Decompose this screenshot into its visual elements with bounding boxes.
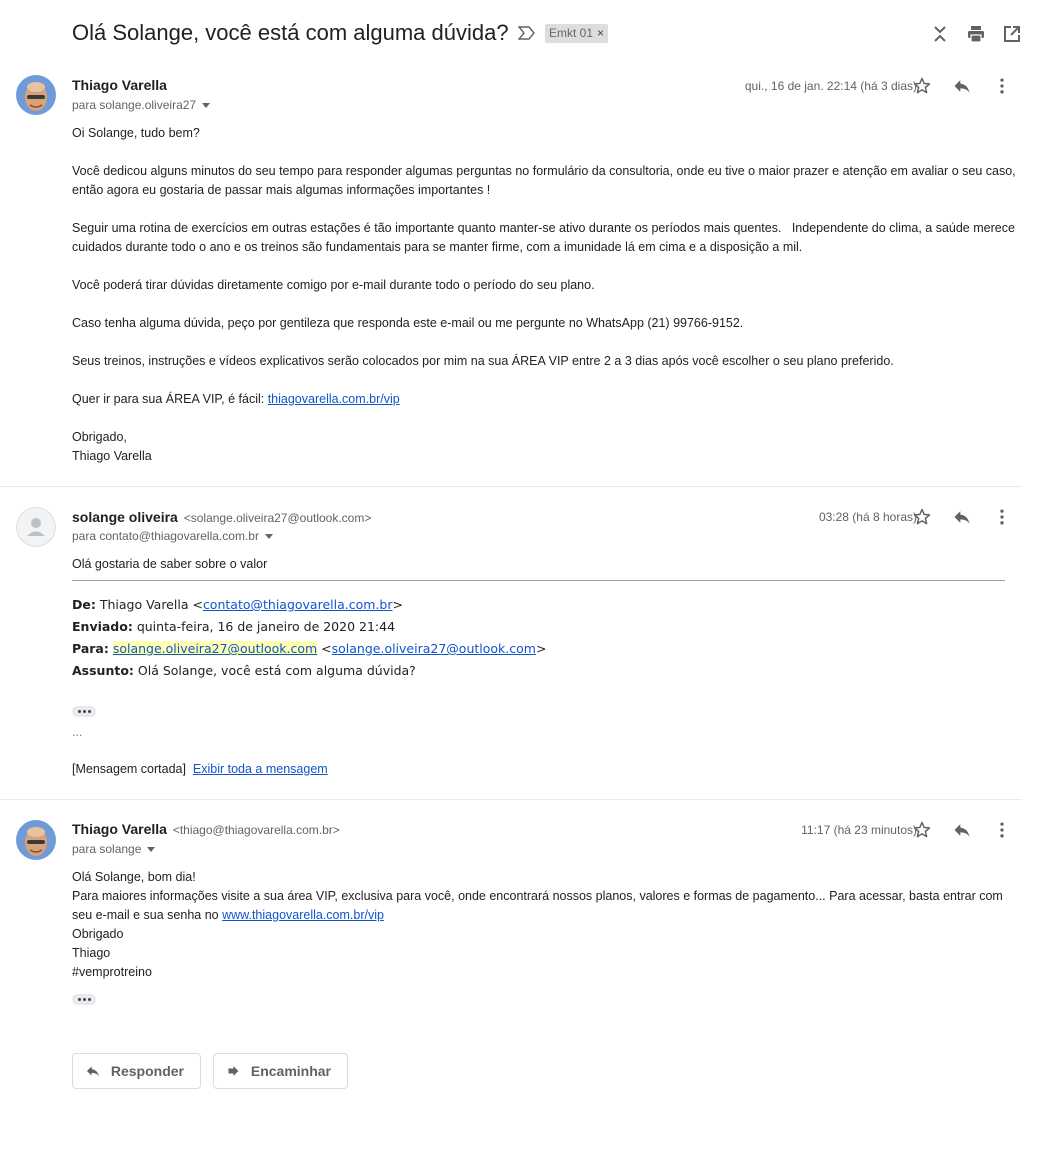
body-greeting: Oi Solange, tudo bem? bbox=[72, 126, 200, 140]
label-remove-icon[interactable]: × bbox=[597, 26, 605, 40]
star-button[interactable] bbox=[902, 818, 942, 842]
reply-all-button[interactable] bbox=[72, 1053, 201, 1089]
recipient-text: para solange.oliveira27 bbox=[72, 98, 197, 112]
quoted-from-end: > bbox=[392, 597, 403, 612]
thread-subject: Olá Solange, você está com alguma dúvida? bbox=[72, 20, 509, 45]
dot bbox=[78, 710, 81, 713]
dot bbox=[83, 998, 86, 1001]
dot bbox=[78, 998, 81, 1001]
quoted-divider bbox=[72, 580, 1005, 581]
forward-button-label: Encaminhar bbox=[250, 1063, 331, 1079]
star-button[interactable] bbox=[902, 505, 942, 529]
sender-avatar[interactable] bbox=[16, 507, 56, 547]
more-options-button[interactable] bbox=[982, 818, 1022, 842]
sender-avatar[interactable] bbox=[16, 75, 56, 115]
message-recipients[interactable] bbox=[72, 842, 155, 856]
quoted-to-mid: < bbox=[317, 641, 332, 656]
show-trimmed-content-button[interactable] bbox=[72, 706, 96, 717]
thread-toolbar bbox=[930, 24, 1022, 44]
quoted-to-label: Para: bbox=[72, 641, 109, 656]
message-sender bbox=[72, 821, 340, 837]
recipient-text: para contato@thiagovarella.com.br bbox=[72, 529, 259, 543]
sender-avatar[interactable] bbox=[16, 820, 56, 860]
forward-button[interactable] bbox=[213, 1053, 348, 1089]
body-paragraph bbox=[72, 390, 1022, 409]
quoted-from bbox=[72, 594, 403, 616]
dot bbox=[88, 998, 91, 1001]
quoted-sent-label: Enviado: bbox=[72, 619, 133, 634]
body-line: Obrigado bbox=[72, 927, 124, 941]
vip-link[interactable]: thiagovarella.com.br/vip bbox=[267, 392, 400, 406]
quoted-from-name: Thiago Varella < bbox=[95, 597, 203, 612]
quoted-to-link-2[interactable]: solange.oliveira27@outlook.com bbox=[331, 641, 536, 656]
body-paragraph: Você dedicou alguns minutos do seu tempo para responder algumas perguntas no formulário da consultoria, onde eu tive o maior prazer e atenção em avaliar o seu caso, então agora eu gostaria de passar mais algumas informações importantes ! bbox=[72, 164, 1016, 197]
sender-email: <thiago@thiagovarella.com.br> bbox=[172, 823, 340, 837]
vip-link[interactable]: www.thiagovarella.com.br/vip bbox=[222, 908, 384, 922]
body-signoff: Obrigado, bbox=[72, 430, 127, 444]
body-line: Thiago bbox=[72, 946, 111, 960]
message-recipients[interactable] bbox=[72, 529, 273, 543]
message-body bbox=[72, 124, 1022, 466]
quoted-from-label: De: bbox=[72, 597, 96, 612]
label-chip[interactable] bbox=[545, 24, 608, 43]
forward-icon bbox=[226, 1062, 241, 1080]
star-button[interactable] bbox=[902, 74, 942, 98]
quoted-sent-value: quinta-feira, 16 de janeiro de 2020 21:44 bbox=[132, 619, 396, 634]
print-icon[interactable] bbox=[966, 24, 986, 44]
star-icon bbox=[912, 820, 932, 840]
body-line bbox=[72, 887, 1022, 925]
message-recipients[interactable] bbox=[72, 98, 210, 112]
star-icon bbox=[912, 507, 932, 527]
quoted-from-link[interactable]: contato@thiagovarella.com.br bbox=[202, 597, 393, 612]
show-details-icon[interactable] bbox=[265, 534, 273, 539]
quoted-to bbox=[72, 638, 546, 660]
quoted-subject-label: Assunto: bbox=[72, 663, 134, 678]
show-details-icon[interactable] bbox=[147, 847, 155, 852]
message-date: 11:17 (há 23 minutos) bbox=[801, 823, 917, 837]
reply-button[interactable] bbox=[942, 74, 982, 98]
body-paragraph: Seus treinos, instruções e vídeos explicativos serão colocados por mim na sua ÁREA VIP entre 2 a 3 dias após você escolher o seu plano preferido. bbox=[72, 354, 894, 368]
body-line: Olá Solange, bom dia! bbox=[72, 870, 196, 884]
message-date: 03:28 (há 8 horas) bbox=[818, 510, 917, 524]
view-entire-message-link[interactable]: Exibir toda a mensagem bbox=[192, 762, 328, 776]
sender-email: <solange.oliveira27@outlook.com> bbox=[183, 511, 372, 525]
sender-name[interactable]: solange oliveira bbox=[72, 509, 178, 525]
show-trimmed-content-button[interactable] bbox=[72, 994, 96, 1005]
message-actions bbox=[902, 74, 1022, 98]
reply-icon bbox=[952, 76, 972, 96]
more-options-button[interactable] bbox=[982, 74, 1022, 98]
reply-button[interactable] bbox=[942, 505, 982, 529]
quoted-subject bbox=[72, 660, 416, 682]
message-divider bbox=[0, 799, 1022, 800]
message-body bbox=[72, 555, 1022, 574]
message-sender bbox=[72, 509, 371, 525]
ellipsis-text: ... bbox=[72, 725, 83, 739]
more-vert-icon bbox=[992, 76, 1012, 96]
thread-header bbox=[72, 18, 1022, 50]
show-details-icon[interactable] bbox=[202, 103, 210, 108]
recipient-text: para solange bbox=[72, 842, 142, 856]
reply-icon bbox=[952, 820, 972, 840]
quoted-to-end: > bbox=[535, 641, 547, 656]
reply-icon bbox=[952, 507, 972, 527]
reply-button[interactable] bbox=[942, 818, 982, 842]
open-in-new-window-icon[interactable] bbox=[1002, 24, 1022, 44]
more-options-button[interactable] bbox=[982, 505, 1022, 529]
important-marker-icon[interactable] bbox=[518, 26, 536, 40]
body-paragraph: Caso tenha alguma dúvida, peço por gentileza que responda este e-mail ou me pergunte no WhatsApp (21) 99766-9152. bbox=[72, 316, 744, 330]
reply-icon bbox=[85, 1062, 101, 1080]
message-date: qui., 16 de jan. 22:14 (há 3 dias) bbox=[744, 79, 917, 93]
quoted-subject-value: Olá Solange, você está com alguma dúvida? bbox=[133, 663, 416, 678]
message-sender bbox=[72, 77, 167, 93]
label-chip-text: Emkt 01 bbox=[549, 26, 594, 40]
star-icon bbox=[912, 76, 932, 96]
body-signature: Thiago Varella bbox=[72, 449, 152, 463]
dot bbox=[88, 710, 91, 713]
vip-text: Para maiores informações visite a sua área VIP, exclusiva para você, onde encontrará nossos planos, valores e formas de pagamento... Para acessar, basta entrar com seu e-mail e sua senha no bbox=[72, 889, 1003, 922]
message-actions bbox=[902, 505, 1022, 529]
message-actions bbox=[902, 818, 1022, 842]
clipped-message-notice bbox=[72, 760, 1022, 779]
more-vert-icon bbox=[992, 507, 1012, 527]
body-line: #vemprotreino bbox=[72, 965, 152, 979]
vip-text: Quer ir para sua ÁREA VIP, é fácil: bbox=[72, 392, 268, 406]
sender-name[interactable]: Thiago Varella bbox=[72, 821, 167, 837]
body-paragraph: Você poderá tirar dúvidas diretamente comigo por e-mail durante todo o período do seu plano. bbox=[72, 278, 595, 292]
reply-button-label: Responder bbox=[110, 1063, 184, 1079]
sender-name[interactable]: Thiago Varella bbox=[72, 77, 167, 93]
more-vert-icon bbox=[992, 820, 1012, 840]
message-divider bbox=[0, 486, 1022, 487]
message-body bbox=[72, 868, 1022, 982]
quoted-sent bbox=[72, 616, 395, 638]
collapse-all-icon[interactable] bbox=[930, 24, 950, 44]
dot bbox=[83, 710, 86, 713]
body-line: Olá gostaria de saber sobre o valor bbox=[72, 557, 268, 571]
body-paragraph: Seguir uma rotina de exercícios em outras estações é tão importante quanto manter-se ativo durante os períodos mais quentes. Independente do clima, a saúde merece cuidados durante todo o ano e os treinos são fundamentais para se manter firme, com a imunidade lá em cima e a disposição a mil. bbox=[72, 221, 1019, 254]
clipped-text: [Mensagem cortada] bbox=[72, 762, 186, 776]
quoted-to-link[interactable]: solange.oliveira27@outlook.com bbox=[112, 641, 318, 656]
